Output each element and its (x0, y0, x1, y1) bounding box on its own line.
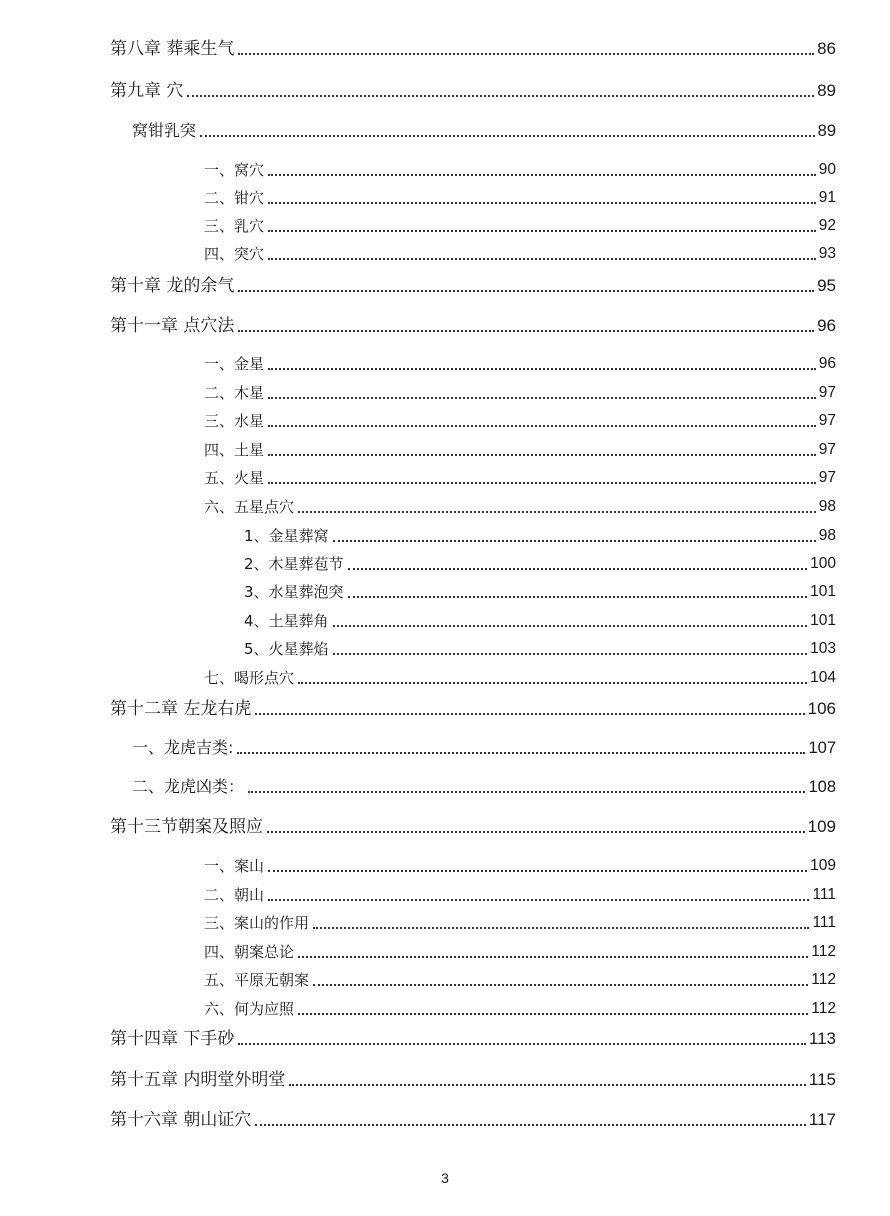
toc-entry-page: 109 (807, 817, 836, 836)
toc-entry-title: 六、五星点穴 (204, 498, 295, 516)
toc-entry[interactable] (204, 214, 836, 238)
toc-entry[interactable] (110, 314, 836, 338)
dot-leader (268, 454, 816, 456)
toc-entry-title: 一、案山 (204, 857, 265, 875)
toc-entry-title: 1、金星葬窝 (244, 527, 329, 545)
toc-entry-title: 一、金星 (204, 355, 265, 373)
toc-entry-page: 112 (811, 1000, 836, 1017)
dot-leader (238, 1043, 805, 1045)
toc-entry[interactable] (204, 911, 836, 935)
toc-entry[interactable] (204, 666, 836, 690)
toc-entry[interactable] (110, 1068, 836, 1092)
toc-entry-page: 89 (817, 81, 836, 100)
toc-entry-title: 第十三节朝案及照应 (110, 817, 263, 837)
toc-entry[interactable] (204, 883, 836, 907)
dot-leader (298, 956, 808, 958)
toc-entry[interactable] (204, 495, 836, 519)
toc-entry-title: 五、平原无朝案 (204, 971, 310, 989)
toc-entry-page: 107 (808, 739, 836, 757)
toc-entry-title: 四、朝案总论 (204, 943, 295, 961)
dot-leader (200, 135, 815, 137)
toc-entry-title: 窝钳乳突 (132, 121, 197, 140)
toc-entry-title: 第十二章 左龙右虎 (110, 699, 252, 719)
dot-leader (238, 290, 814, 292)
toc-entry[interactable] (204, 186, 836, 210)
toc-entry-page: 97 (818, 412, 836, 429)
toc-entry[interactable] (110, 1108, 836, 1132)
toc-entry[interactable] (204, 409, 836, 433)
toc-entry-page: 113 (808, 1029, 836, 1048)
toc-entry-title: 六、何为应照 (204, 1000, 295, 1018)
toc-entry[interactable] (110, 697, 836, 721)
dot-leader (268, 425, 816, 427)
toc-entry-title: 第十章 龙的余气 (110, 276, 235, 296)
toc-entry-title: 三、案山的作用 (204, 914, 310, 932)
dot-leader (313, 927, 809, 929)
dot-leader (268, 870, 807, 872)
dot-leader (333, 540, 816, 542)
toc-entry[interactable] (204, 968, 836, 992)
dot-leader (268, 230, 816, 232)
toc-entry[interactable] (204, 997, 836, 1021)
toc-entry-title: 三、水星 (204, 412, 265, 430)
toc-entry-page: 108 (808, 778, 836, 796)
dot-leader (255, 1124, 805, 1126)
toc-entry-title: 三、乳穴 (204, 217, 265, 235)
page-number: 3 (441, 1170, 449, 1186)
toc-entry-title: 四、突穴 (204, 245, 265, 263)
toc-entry-title: 二、龙虎凶类： (132, 777, 245, 796)
toc-entry[interactable] (132, 119, 836, 143)
dot-leader (255, 713, 804, 715)
toc-entry-page: 98 (818, 498, 836, 515)
dot-leader (289, 1084, 805, 1086)
toc-entry[interactable] (110, 274, 836, 298)
toc-entry[interactable] (204, 438, 836, 462)
dot-leader (268, 202, 816, 204)
toc-entry-page: 109 (810, 857, 836, 874)
toc-entry-title: 3、水星葬泡突 (244, 583, 344, 601)
toc-entry[interactable] (132, 736, 836, 760)
dot-leader (348, 596, 808, 598)
toc-entry[interactable] (204, 940, 836, 964)
toc-entry-page: 117 (808, 1110, 836, 1129)
toc-entry-page: 97 (818, 469, 836, 486)
dot-leader (187, 95, 814, 97)
dot-leader (298, 682, 807, 684)
dot-leader (268, 397, 816, 399)
dot-leader (333, 625, 808, 627)
toc-entry-page: 101 (810, 612, 836, 629)
toc-entry-title: 第九章 穴 (110, 81, 184, 101)
toc-entry-title: 二、木星 (204, 384, 265, 402)
toc-entry-page: 96 (818, 355, 836, 372)
toc-entry-title: 第八章 葬乘生气 (110, 39, 235, 59)
toc-entry-page: 86 (817, 39, 836, 58)
toc-entry[interactable] (204, 381, 836, 405)
toc-entry[interactable] (204, 242, 836, 266)
toc-entry[interactable] (132, 775, 836, 799)
toc-entry-page: 112 (811, 943, 836, 960)
toc-entry-title: 第十六章 朝山证穴 (110, 1110, 252, 1130)
dot-leader (268, 899, 809, 901)
toc-entry-page: 90 (818, 161, 836, 178)
toc-entry-page: 101 (810, 583, 836, 600)
toc-entry-page: 92 (818, 217, 836, 234)
toc-entry-title: 第十五章 内明堂外明堂 (110, 1070, 286, 1090)
toc-entry-page: 98 (818, 527, 836, 544)
toc-entry-title: 5、火星葬焰 (244, 640, 329, 658)
toc-entry[interactable] (244, 552, 836, 576)
dot-leader (268, 258, 816, 260)
dot-leader (298, 1013, 808, 1015)
dot-leader (348, 568, 808, 570)
dot-leader (313, 984, 808, 986)
toc-entry[interactable] (204, 466, 836, 490)
toc-entry-title: 一、窝穴 (204, 161, 265, 179)
toc-entry-title: 五、火星 (204, 469, 265, 487)
toc-entry[interactable] (244, 637, 836, 661)
toc-entry-page: 100 (810, 555, 836, 572)
toc-entry-page: 95 (817, 276, 836, 295)
toc-entry[interactable] (204, 854, 836, 878)
toc-entry[interactable] (204, 352, 836, 376)
toc-entry[interactable] (110, 1027, 836, 1051)
dot-leader (267, 831, 805, 833)
toc-entry-title: 第十一章 点穴法 (110, 316, 235, 336)
dot-leader (238, 53, 814, 55)
toc-entry-page: 112 (811, 971, 836, 988)
toc-entry[interactable] (110, 79, 836, 103)
toc-entry-title: 4、土星葬角 (244, 612, 329, 630)
toc-entry-page: 111 (812, 886, 836, 903)
dot-leader (237, 752, 805, 754)
dot-leader (268, 174, 816, 176)
toc-entry-page: 103 (810, 640, 836, 657)
dot-leader (248, 791, 805, 793)
toc-entry-page: 97 (818, 441, 836, 458)
toc-entry-page: 104 (810, 669, 836, 686)
toc-entry-page: 115 (808, 1070, 836, 1089)
toc-entry-title: 一、龙虎吉类: (132, 738, 234, 757)
toc-entry-page: 97 (818, 384, 836, 401)
toc-entry[interactable] (244, 580, 836, 604)
dot-leader (238, 330, 814, 332)
toc-entry-title: 二、朝山 (204, 886, 265, 904)
toc-entry-title: 七、喝形点穴 (204, 669, 295, 687)
toc-entry-title: 2、木星葬苞节 (244, 555, 344, 573)
dot-leader (298, 511, 816, 513)
dot-leader (268, 482, 816, 484)
toc-entry-page: 96 (817, 316, 836, 335)
toc-entry-page: 111 (812, 914, 836, 931)
toc-entry-page: 91 (818, 189, 836, 206)
toc-entry-title: 二、钳穴 (204, 189, 265, 207)
toc-entry[interactable] (204, 158, 836, 182)
toc-entry[interactable] (244, 609, 836, 633)
toc-entry[interactable] (110, 815, 836, 839)
toc-entry-page: 106 (807, 699, 836, 718)
toc-entry-title: 四、土星 (204, 441, 265, 459)
toc-entry[interactable] (244, 524, 836, 548)
toc-entry-page: 93 (818, 245, 836, 262)
dot-leader (268, 368, 816, 370)
dot-leader (333, 653, 808, 655)
toc-entry-page: 89 (817, 122, 836, 140)
toc-entry[interactable] (110, 37, 836, 61)
toc-entry-title: 第十四章 下手砂 (110, 1029, 235, 1049)
